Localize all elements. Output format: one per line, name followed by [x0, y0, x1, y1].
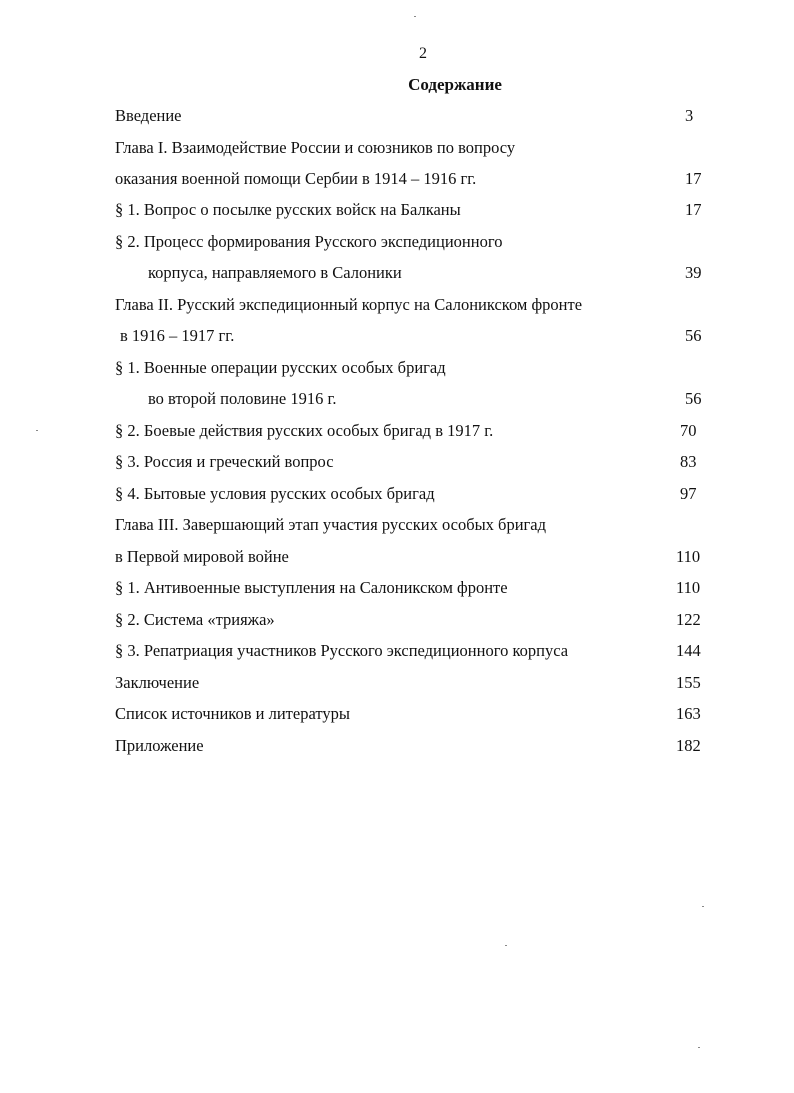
toc-entry-page: 144 [676, 641, 701, 660]
toc-entry-text: Список источников и литературы [115, 704, 350, 723]
toc-entry [0, 137, 794, 159]
toc-entry-page: 163 [676, 704, 701, 723]
toc-entry [0, 672, 794, 694]
toc-entry-page: 56 [685, 326, 702, 345]
toc-entry [0, 735, 794, 757]
toc-entry-text: § 3. Репатриация участников Русского экспедиционного корпуса [115, 641, 569, 660]
toc-entry-text: Глава I. Взаимодействие России и союзников по вопросу [115, 138, 516, 157]
toc-entry-text: в Первой мировой войне [115, 547, 289, 566]
toc-entry [0, 357, 794, 379]
toc-entry [0, 420, 794, 442]
toc-entry [0, 231, 794, 253]
toc-entry-text: Глава III. Завершающий этап участия русских особых бригад [115, 515, 547, 534]
toc-entry-text: § 3. Россия и греческий вопрос [115, 452, 334, 471]
toc-entry-text: оказания военной помощи Сербии в 1914 – 1916 гг. [115, 169, 477, 188]
toc-entry-text: § 2. Система «трияжа» [115, 610, 275, 629]
toc-entry-page: 155 [676, 673, 701, 692]
toc-entry [0, 514, 794, 536]
toc-entry-text: § 2. Процесс формирования Русского экспедиционного [115, 232, 503, 251]
toc-entry [0, 546, 794, 568]
toc-entry-text: Глава II. Русский экспедиционный корпус на Салоникском фронте [115, 295, 583, 314]
toc-entry-text: § 1. Военные операции русских особых бригад [115, 358, 446, 377]
toc-entry [0, 199, 794, 221]
toc-entry-page: 70 [680, 421, 697, 440]
toc-entry-text: Введение [115, 106, 182, 125]
toc-entry [0, 483, 794, 505]
scan-speck [36, 430, 38, 431]
toc-entry [0, 105, 794, 127]
toc-entry-text: § 2. Боевые действия русских особых бригад в 1917 г. [115, 421, 494, 440]
toc-entry-text: Заключение [115, 673, 200, 692]
toc-entry-page: 39 [685, 263, 702, 282]
toc-entry [0, 703, 794, 725]
toc-entry [0, 609, 794, 631]
toc-entry-page: 110 [676, 578, 701, 597]
scan-speck [698, 1047, 700, 1048]
toc-entry [0, 294, 794, 316]
toc-entry-text: § 1. Вопрос о посылке русских войск на Балканы [115, 200, 461, 219]
toc-entry [0, 388, 794, 410]
toc-entry-text: Приложение [115, 736, 204, 755]
scan-speck [414, 16, 416, 17]
toc-entry-page: 182 [676, 736, 701, 755]
toc-entry-page: 83 [680, 452, 697, 471]
toc-entry [0, 640, 794, 662]
toc-entry-text: корпуса, направляемого в Салоники [148, 263, 402, 282]
toc-entry-text: § 1. Антивоенные выступления на Салоникском фронте [115, 578, 508, 597]
toc-entry [0, 168, 794, 190]
toc-entry-text: во второй половине 1916 г. [148, 389, 337, 408]
toc-entry-page: 17 [685, 200, 702, 219]
toc-entry [0, 451, 794, 473]
toc-entry-page: 17 [685, 169, 702, 188]
toc-entry [0, 325, 794, 347]
toc-entry [0, 577, 794, 599]
toc-entry-page: 56 [685, 389, 702, 408]
scan-speck [702, 906, 704, 907]
toc-title: Содержание [408, 75, 502, 94]
toc-entry-page: 3 [685, 106, 694, 125]
toc-entry-text: § 4. Бытовые условия русских особых бригад [115, 484, 435, 503]
scan-speck [505, 945, 507, 946]
toc-entry-page: 122 [676, 610, 701, 629]
page-number: 2 [419, 45, 427, 62]
toc-entry-text: в 1916 – 1917 гг. [120, 326, 235, 345]
toc-entry-page: 97 [680, 484, 697, 503]
toc-entry-page: 110 [676, 547, 701, 566]
toc-entry [0, 262, 794, 284]
